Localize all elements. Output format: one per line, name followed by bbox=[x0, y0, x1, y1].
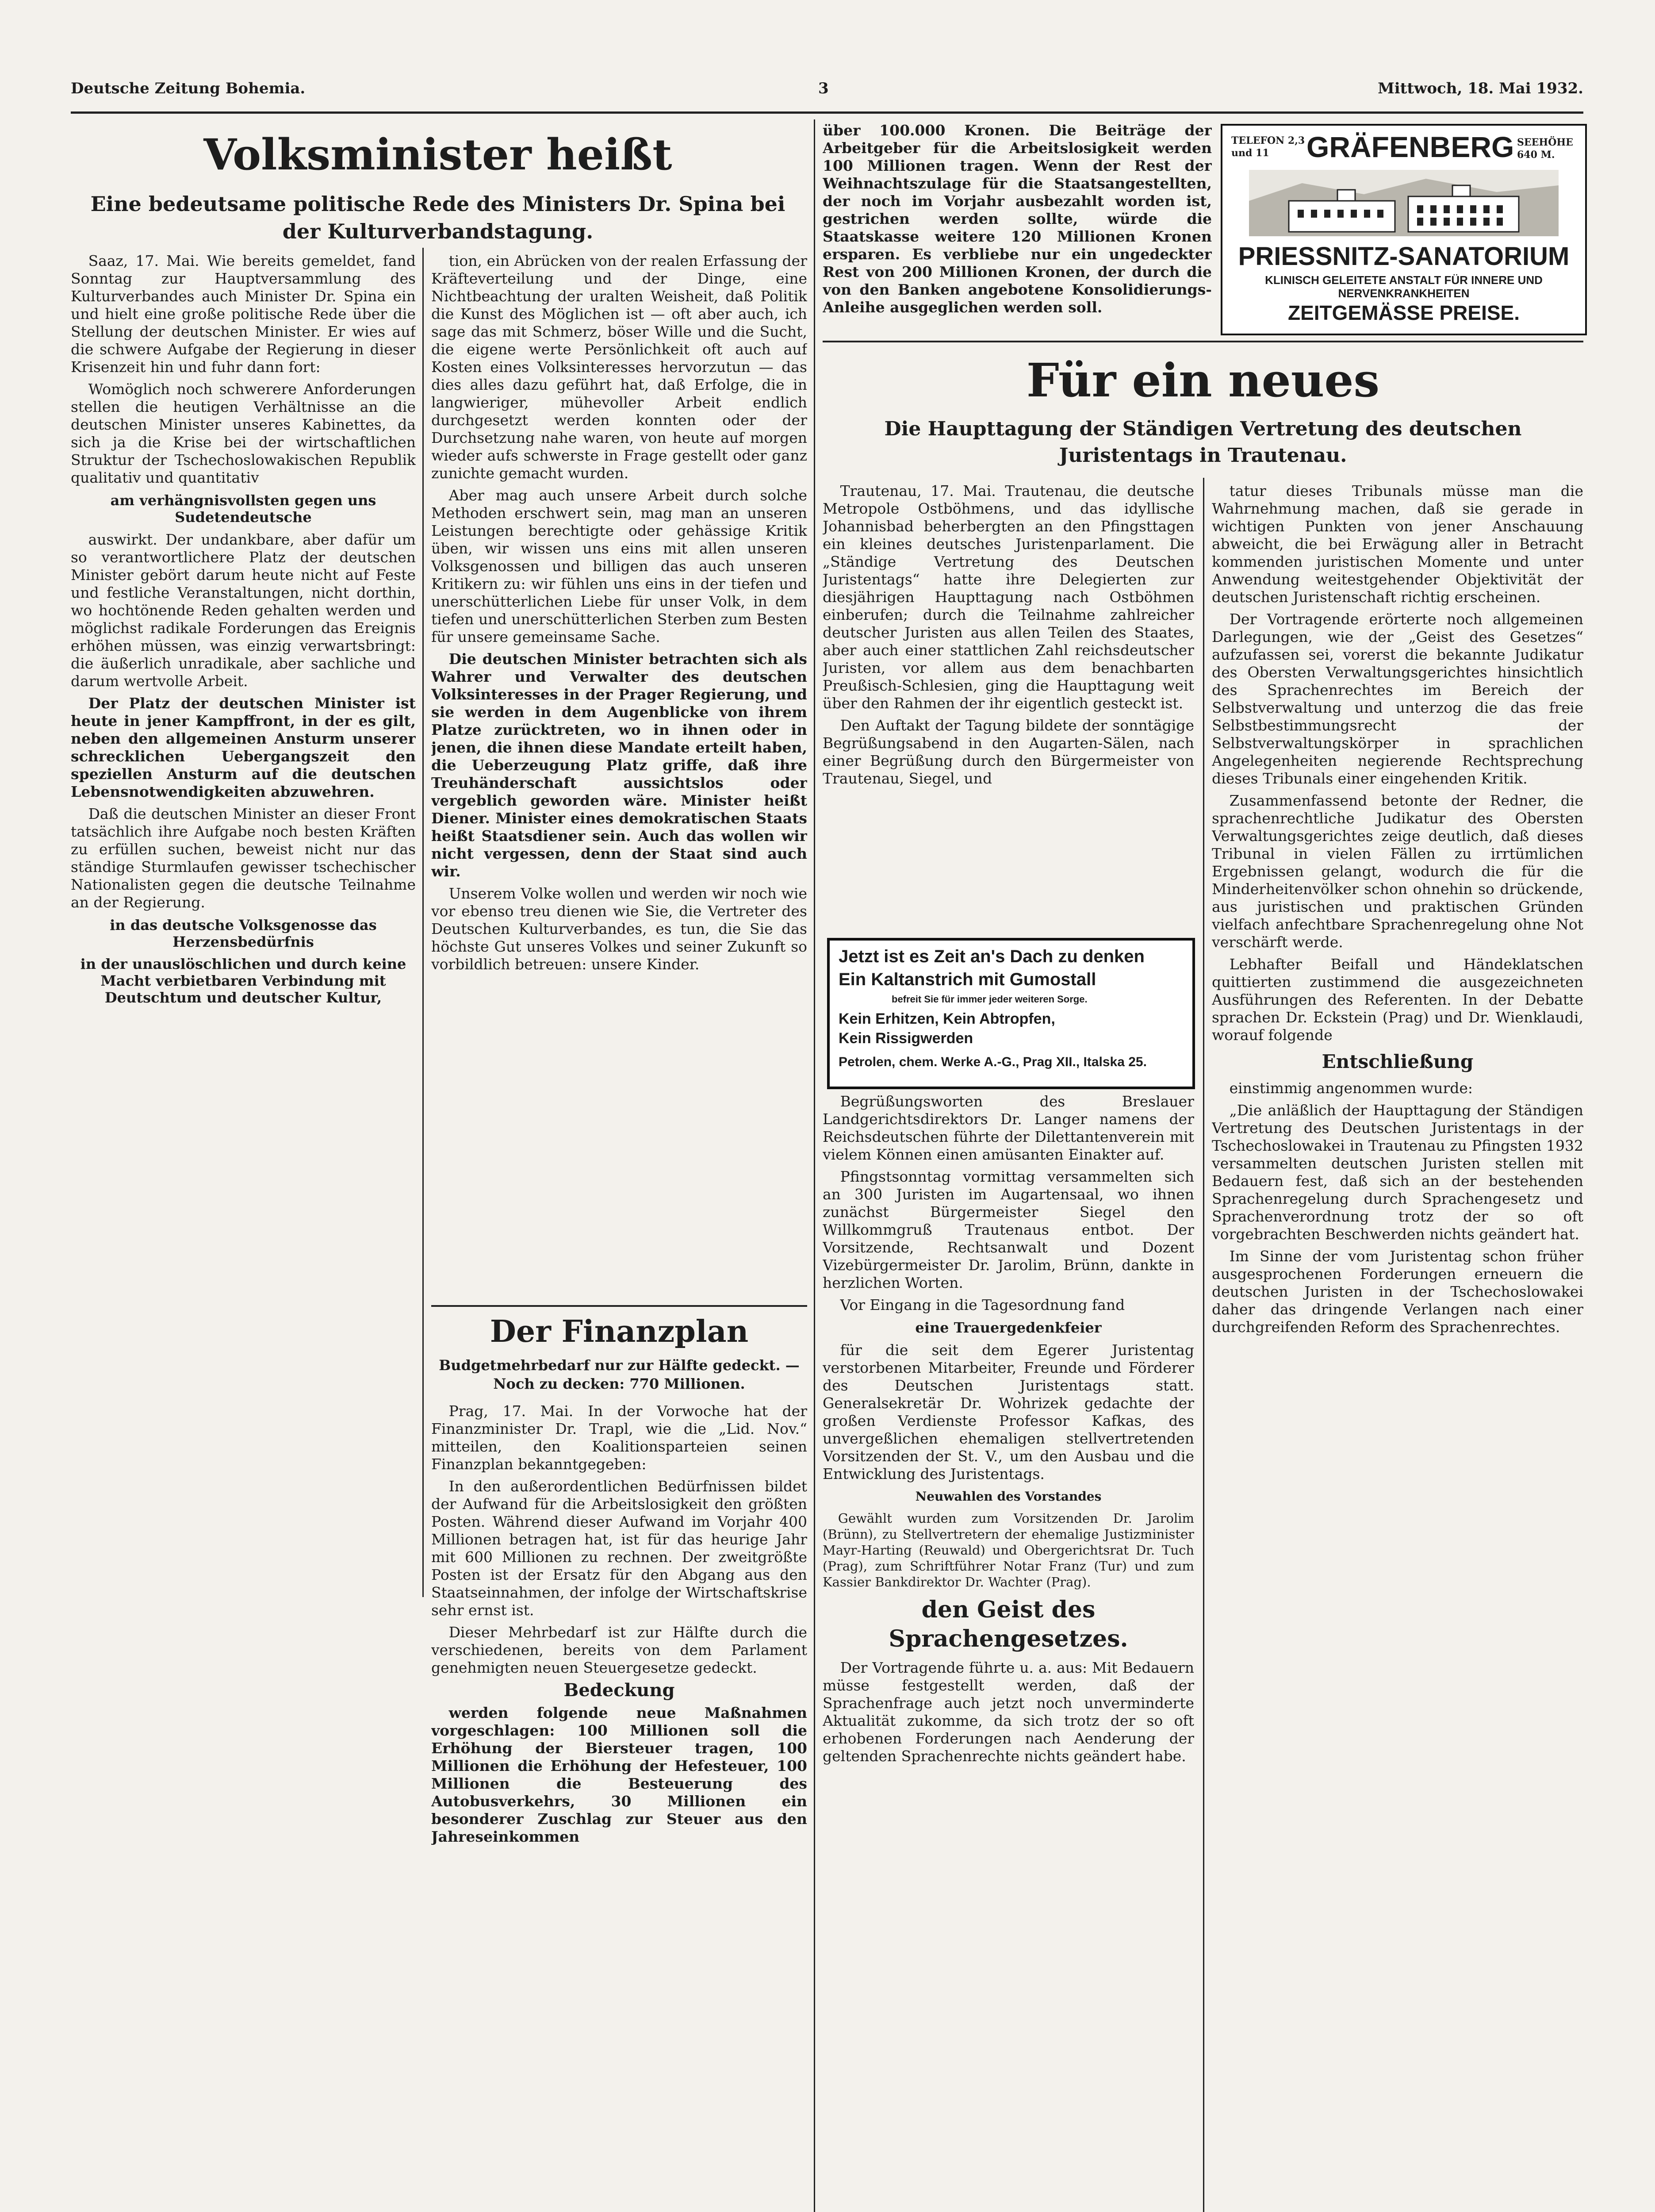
article3-paragraph: Lebhafter Beifall und Händeklatschen quittierten zustimmend die ausgezeichneten Ausführungen des Referenten. In der Debatte sprachen Dr. Eckstein (Prag) und Dr. Wienklaudi, worauf folgende bbox=[1212, 956, 1583, 1044]
column3-paragraph: über 100.000 Kronen. Die Beiträge der Arbeitgeber für die Arbeitslosigkeit werden 100 Millionen tragen. Wenn der Rest der Weihnachtszulage für die Staatsangestellten, der noch im Vorjahr ausbezahlt worden ist, gestrichen werden sollte, würde die Staatskasse weitere 120 Millionen Kronen ersparen. Es verbliebe nur ein ungedeckter Rest von 200 Millionen Kronen, der durch die von den Banken angebotene Konsolidierungs-Anleihe ausgeglichen werden soll. bbox=[823, 122, 1212, 316]
ad-prices: ZEITGEMÄSSE PREISE. bbox=[1288, 301, 1520, 324]
ad-line: KLINISCH GELEITETE ANSTALT FÜR INNERE UND bbox=[1265, 273, 1543, 287]
article3-paragraph: Pfingstsonntag vormittag versammelten sich an 300 Juristen im Augartensaal, wo ihnen zunächst Bürgermeister Siegel den Willkommgruß Trautenaus entbot. Der Vorsitzende, Rechtsanwalt und Dozent Vizebürgermeister Dr. Jarolim, Brünn, dankte in herzlichen Worten. bbox=[823, 1168, 1194, 1291]
article1-paragraph: Aber mag auch unsere Arbeit durch solche Methoden erschwert sein, mag man an unseren Leistungen berechtigte oder gehässige Kritik üben, wir wissen uns eins mit allen unseren Volksgenossen und billigen das auch unseren Kritikern zu: wir fühlen uns eins in der tiefen und unerschütterlichen Liebe für unser Volk, in dem tiefen und unerschütterlichen Sterben zum Besten für unsere gemeinsame Sache. bbox=[431, 487, 807, 645]
article3-subhead: den Geist des Sprachengesetzes. bbox=[889, 1596, 1128, 1652]
header-date: Mittwoch, 18. Mai 1932. bbox=[1378, 80, 1583, 97]
article3-paragraph: Im Sinne der vom Juristentag schon früher ausgesprochenen Forderungen erneuern die deutschen Juristen in der Tschechoslowakei daher das dringende Verlangen nach einer durchgreifenden Reform des Sprachenrechtes. bbox=[1212, 1248, 1583, 1336]
ad-line: Petrolen, chem. Werke A.-G., Prag XII., Italska 25. bbox=[839, 1055, 1147, 1069]
article3-column4 bbox=[1212, 482, 1583, 2212]
article1-paragraph: Unserem Volke wollen und werden wir noch wie vor ebenso treu dienen wie Sie, die Vertreter des Deutschen Kulturverbandes, es tun, die Sie das höchste Gut unseres Volkes und seiner Zukunft so vorbildlich betreuen: unsere Kinder. bbox=[431, 885, 807, 973]
page-header bbox=[71, 80, 1583, 111]
article3-subhead: Entschließung bbox=[1322, 1051, 1474, 1072]
article1-paragraph: tion, ein Abrücken von der realen Erfassung der Kräfteverteilung und der Dinge, eine Nichtbeachtung der uralten Weisheit, daß Politik die Kunst des Möglichen ist — oft aber auch, ich sage das mit Schmerz, böser Wille und die Sucht, die eigene werte Persönlichkeit oft auch auf Kosten eines Volksinteresses hervorzutun — das dies alles dazu geführt hat, daß Erfolge, die in langwieriger, mühevoller Arbeit endlich durchgesetzt werden konnten oder der Durchsetzung nahe waren, von heute auf morgen wieder aufs schwerste in Frage gestellt oder ganz zunichte gemacht wurden. bbox=[431, 252, 807, 482]
article3-subhead: Neuwahlen des Vorstandes bbox=[915, 1489, 1102, 1504]
article1-paragraph: Womöglich noch schwerere Anforderungen stellen die heutigen Verhältnisse an die deutschen Minister unseres Kabinettes, da sich ja die Krise bei der wirtschaftlichen Struktur der Tschechoslowakischen Republik qualitativ und quantitativ bbox=[71, 380, 416, 486]
article3-paragraph: Begrüßungsworten des Breslauer Landgerichtsdirektors Dr. Langer namens der Reichsdeutschen führte der Dilettantenverein mit vielem Können einen amüsanten Einakter auf. bbox=[823, 1093, 1194, 1163]
article1-paragraph: Die deutschen Minister betrachten sich als Wahrer und Verwalter des deutschen Volksinteresses in der Prager Regierung, und sie werden in dem Augenblicke von ihrem Platze zurücktreten, wo in ihnen oder in jenen, die ihnen diese Mandate erteilt haben, die Ueberzeugung Platz griffe, daß ihre Treuhänderschaft aussichtslos oder vergeblich geworden wäre. Minister heißt Diener. Minister eines demokratischen Staats heißt Staatsdiener sein. Auch das wollen wir nicht vergessen, denn der Staat sind auch wir. bbox=[431, 650, 807, 880]
article3-paragraph: Der Vortragende erörterte noch allgemeinen Darlegungen, wie der „Geist des Gesetzes“ aufzufassen sei, vorerst die bekannte Judikatur des Obersten Verwaltungsgerichtes hinsichtlich des Sprachenrechtes im Bereich der Selbstverwaltung und unterzog die das freie Selbstbestimmungsrecht der Selbstverwaltungskörper in sprachlichen Angelegenheiten negierende Rechtsprechung dieses Tribunals einer eingehenden Kritik. bbox=[1212, 611, 1583, 787]
ad-telefon: TELEFON 2,3 und 11 bbox=[1231, 135, 1305, 159]
article2-title: Der Finanzplan bbox=[490, 1314, 749, 1349]
article-divider bbox=[823, 341, 1583, 342]
ad-line: NERVENKRANKHEITEN bbox=[1338, 287, 1470, 300]
article3-paragraph: Vor Eingang in die Tagesordnung fand bbox=[840, 1296, 1125, 1313]
article1-title: Volksminister heißt bbox=[203, 130, 672, 180]
column-rule bbox=[814, 119, 815, 2212]
article3-paragraph: Der Vortragende führte u. a. aus: Mit Bedauern müsse festgestellt werden, daß der Sprachenfrage auch jetzt noch unverminderte Aktualität zukomme, da sich trotz der so oft erhobenen Forderungen nach Aenderung der geltenden Sprachenrechte nichts geändert habe. bbox=[823, 1659, 1194, 1765]
article3-paragraph: Gewählt wurden zum Vorsitzenden Dr. Jarolim (Brünn), zu Stellvertretern der ehemalige Justizminister Mayr-Harting (Reuwald) und Obergerichtsrat Dr. Tuch (Prag), zum Schriftführer Notar Franz (Tur) und zum Kassier Bankdirektor Dr. Wachter (Prag). bbox=[823, 1511, 1194, 1590]
article1-paragraph: Der Platz der deutschen Minister ist heute in jener Kampffront, in der es gilt, neben den allgemeinen Ansturm unserer schrecklichen Uebergangszeit den speziellen Ansturm auf die deutschen Lebensnotwendigkeiten abzuwehren. bbox=[71, 695, 416, 800]
article3-paragraph: „Die anläßlich der Haupttagung der Ständigen Vertretung des Deutschen Juristentags in der Tschechoslowakei in Trautenau zu Pfingsten 1932 versammelten deutschen Juristen stellen mit Bedauern fest, daß sich an der bestehenden Sprachenregelung durch Sprachengesetz und Sprachenverordnung trotz der so oft vorgebrachten Beschwerden nichts geändert hat. bbox=[1212, 1102, 1583, 1243]
ad-town-name: GRÄFENBERG bbox=[1306, 131, 1514, 163]
article3-paragraph: für die seit dem Egerer Juristentag verstorbenen Mitarbeiter, Freunde und Förderer des Deutschen Juristentags statt. Generalsekretär Dr. Wohrizek gedachte der großen Verdienste Professor Kafkas, des unvergeßlichen ehemaligen stellvertretenden Vorsitzenden der St. V., um den Ausbau und die Entwicklung des Juristentags. bbox=[823, 1341, 1194, 1482]
sanatorium-building-illustration bbox=[1249, 170, 1559, 236]
article3-subtitle: Die Haupttagung der Ständigen Vertretung des deutschen Juristentags in Trautenau. bbox=[884, 418, 1522, 467]
article1-paragraph: auswirkt. Der undankbare, aber dafür um so verantwortlichere Platz der deutschen Minister gebört darum heute nicht auf Feste und festliche Veranstaltungen, nicht dorthin, wo hochtönende Reden gehalten werden und möglichst radikale Forderungen das Ereignis erhöhen müssen, was einzig verwartsbringt: die äußerlich unradikale, aber sachliche und darum wertvolle Arbeit. bbox=[71, 531, 416, 690]
article1-subhead: am verhängnisvollsten gegen uns Sudetendeutsche bbox=[110, 492, 376, 526]
header-page-number: 3 bbox=[818, 80, 829, 97]
ad-line: Ein Kaltanstrich mit Gumostall bbox=[839, 970, 1096, 989]
roof-coating-advertisement bbox=[827, 938, 1195, 1089]
article3-paragraph: Trautenau, 17. Mai. Trautenau, die deutsche Metropole Ostböhmens, und das idyllische Johannisbad beherbergten an den Pfingsttagen ein kleines deutsches Juristenparlament. Die „Ständige Vertretung des Deutschen Juristentags“ hatte ihre Delegierten zur diesjährigen Haupttagung nach Ostböhmen einberufen; durch die Teilnahme zahlreicher deutscher Juristen aus allen Teilen des Staates, aber auch einer stattlichen Zahl reichsdeutscher Juristen, vor allem aus dem benachbarten Preußisch-Schlesien, ging die Haupttagung weit über den Rahmen der ihr eigentlich gesteckt ist. bbox=[823, 482, 1194, 712]
ad-line: Kein Rissigwerden bbox=[839, 1030, 973, 1047]
ad-line: Jetzt ist es Zeit an's Dach zu denken bbox=[839, 947, 1145, 966]
column-rule bbox=[1203, 478, 1204, 2212]
article2-paragraph: Dieser Mehrbedarf ist zur Hälfte durch die verschiedenen, bereits von dem Parlament genehmigten neuen Steuergesetze gedeckt. bbox=[431, 1624, 807, 1676]
article3-column3a bbox=[823, 482, 1194, 933]
graefenberg-advertisement bbox=[1221, 124, 1587, 335]
article1-subtitle: Eine bedeutsame politische Rede des Ministers Dr. Spina bei der Kulturverbandstagung. bbox=[90, 192, 785, 243]
article2-paragraph: Prag, 17. Mai. In der Vorwoche hat der Finanzminister Dr. Trapl, wie die „Lid. Nov.“ mitteilen, den Koalitionsparteien seinen Finanzplan bekanntgegeben: bbox=[431, 1402, 807, 1473]
column-rule bbox=[422, 248, 424, 1597]
ad-line: Kein Erhitzen, Kein Abtropfen, bbox=[839, 1010, 1055, 1027]
header-rule bbox=[71, 111, 1583, 114]
header-paper-name: Deutsche Zeitung Bohemia. bbox=[71, 80, 306, 97]
article1-subhead: in das deutsche Volksgenosse das Herzensbedürfnis bbox=[110, 917, 377, 950]
article2-subtitle: Budgetmehrbedarf nur zur Hälfte gedeckt. — Noch zu decken: 770 Millionen. bbox=[439, 1357, 800, 1392]
ad-sanatorium-name: PRIESSNITZ-SANATORIUM bbox=[1238, 242, 1570, 271]
article1-subhead: in der unauslöschlichen und durch keine Macht verbietbaren Verbindung mit Deutschtum und deutscher Kultur, bbox=[80, 956, 406, 1006]
article-divider bbox=[431, 1305, 807, 1307]
article2-paragraph: In den außerordentlichen Bedürfnissen bildet der Aufwand für die Arbeitslosigkeit den größten Posten. Während dieser Aufwand im Vorjahr 400 Millionen betragen hat, ist für das heurige Jahr mit 600 Millionen zu rechnen. Der zweitgrößte Posten ist der Ersatz für den Abgang aus den Staatseinnahmen, der infolge der Wirtschaftskrise sehr ernst ist. bbox=[431, 1478, 807, 1619]
article3-paragraph: tatur dieses Tribunals müsse man die Wahrnehmung machen, daß sie gerade in wichtigen Punkten von jener Anschauung abweicht, die bei Erwägung aller in Betracht kommenden juristischen Momente und unter Anwendung weitestgehender Objektivität der deutschen Juristenschaft richtig erscheinen. bbox=[1212, 482, 1583, 606]
ad-seehoehe: SEEHÖHE 640 M. bbox=[1517, 137, 1573, 161]
ad-line: befreit Sie für immer jeder weiteren Sorge. bbox=[892, 994, 1088, 1005]
article3-title: Für ein neues bbox=[1026, 353, 1380, 407]
article1-column2 bbox=[431, 252, 807, 1323]
column3-top-text bbox=[823, 122, 1212, 334]
article3-paragraph: Zusammenfassend betonte der Redner, die sprachenrechtliche Judikatur des Obersten Verwaltungsgerichtes zeige deutlich, daß dieses Tribunal in vielen Fällen zu irrtümlichen Ergebnissen gelangt, wodurch die für die Minderheitenvölker schon ohnehin so drückende, aus juristischen und praktischen Gründen vielfach anfechtbare Sprachenregelung ohne Not verschärft werde. bbox=[1212, 792, 1583, 951]
article2-paragraph: werden folgende neue Maßnahmen vorgeschlagen: 100 Millionen soll die Erhöhung der Biersteuer tragen, 100 Millionen die Erhöhung der Hefesteuer, 100 Millionen die Besteuerung des Autobusverkehrs, 30 Millionen ein besonderer Zuschlag zur Steuer aus den Jahreseinkommen bbox=[431, 1704, 807, 1845]
article3-paragraph: einstimmig angenommen wurde: bbox=[1229, 1079, 1473, 1097]
article1-paragraph: Daß die deutschen Minister an dieser Front tatsächlich ihre Aufgabe noch besten Kräften zu erfüllen suchen, beweist nicht nur das ständige Sturmlaufen gewisser tschechischer Nationalisten gegen die deutsche Teilnahme an der Regierung. bbox=[71, 805, 416, 911]
article2-body bbox=[431, 1402, 807, 2212]
article3-subhead: eine Trauergedenkfeier bbox=[915, 1319, 1102, 1336]
article1-paragraph: Saaz, 17. Mai. Wie bereits gemeldet, fand Sonntag zur Hauptversammlung des Kulturverbandes auch Minister Dr. Spina ein und hielt eine große politische Rede über die Stellung der deutschen Minister. Er wies auf die schwere Aufgabe der Regierung in dieser Krisenzeit hin und fuhr dann fort: bbox=[71, 252, 416, 376]
article1-column1 bbox=[71, 252, 416, 1601]
article3-column3b bbox=[823, 1093, 1194, 2212]
article3-paragraph: Den Auftakt der Tagung bildete der sonntägige Begrüßungsabend in den Augarten-Sälen, nach einer Begrüßung durch den Bürgermeister von Trautenau, Siegel, und bbox=[823, 717, 1194, 787]
article2-subhead: Bedeckung bbox=[563, 1680, 675, 1701]
